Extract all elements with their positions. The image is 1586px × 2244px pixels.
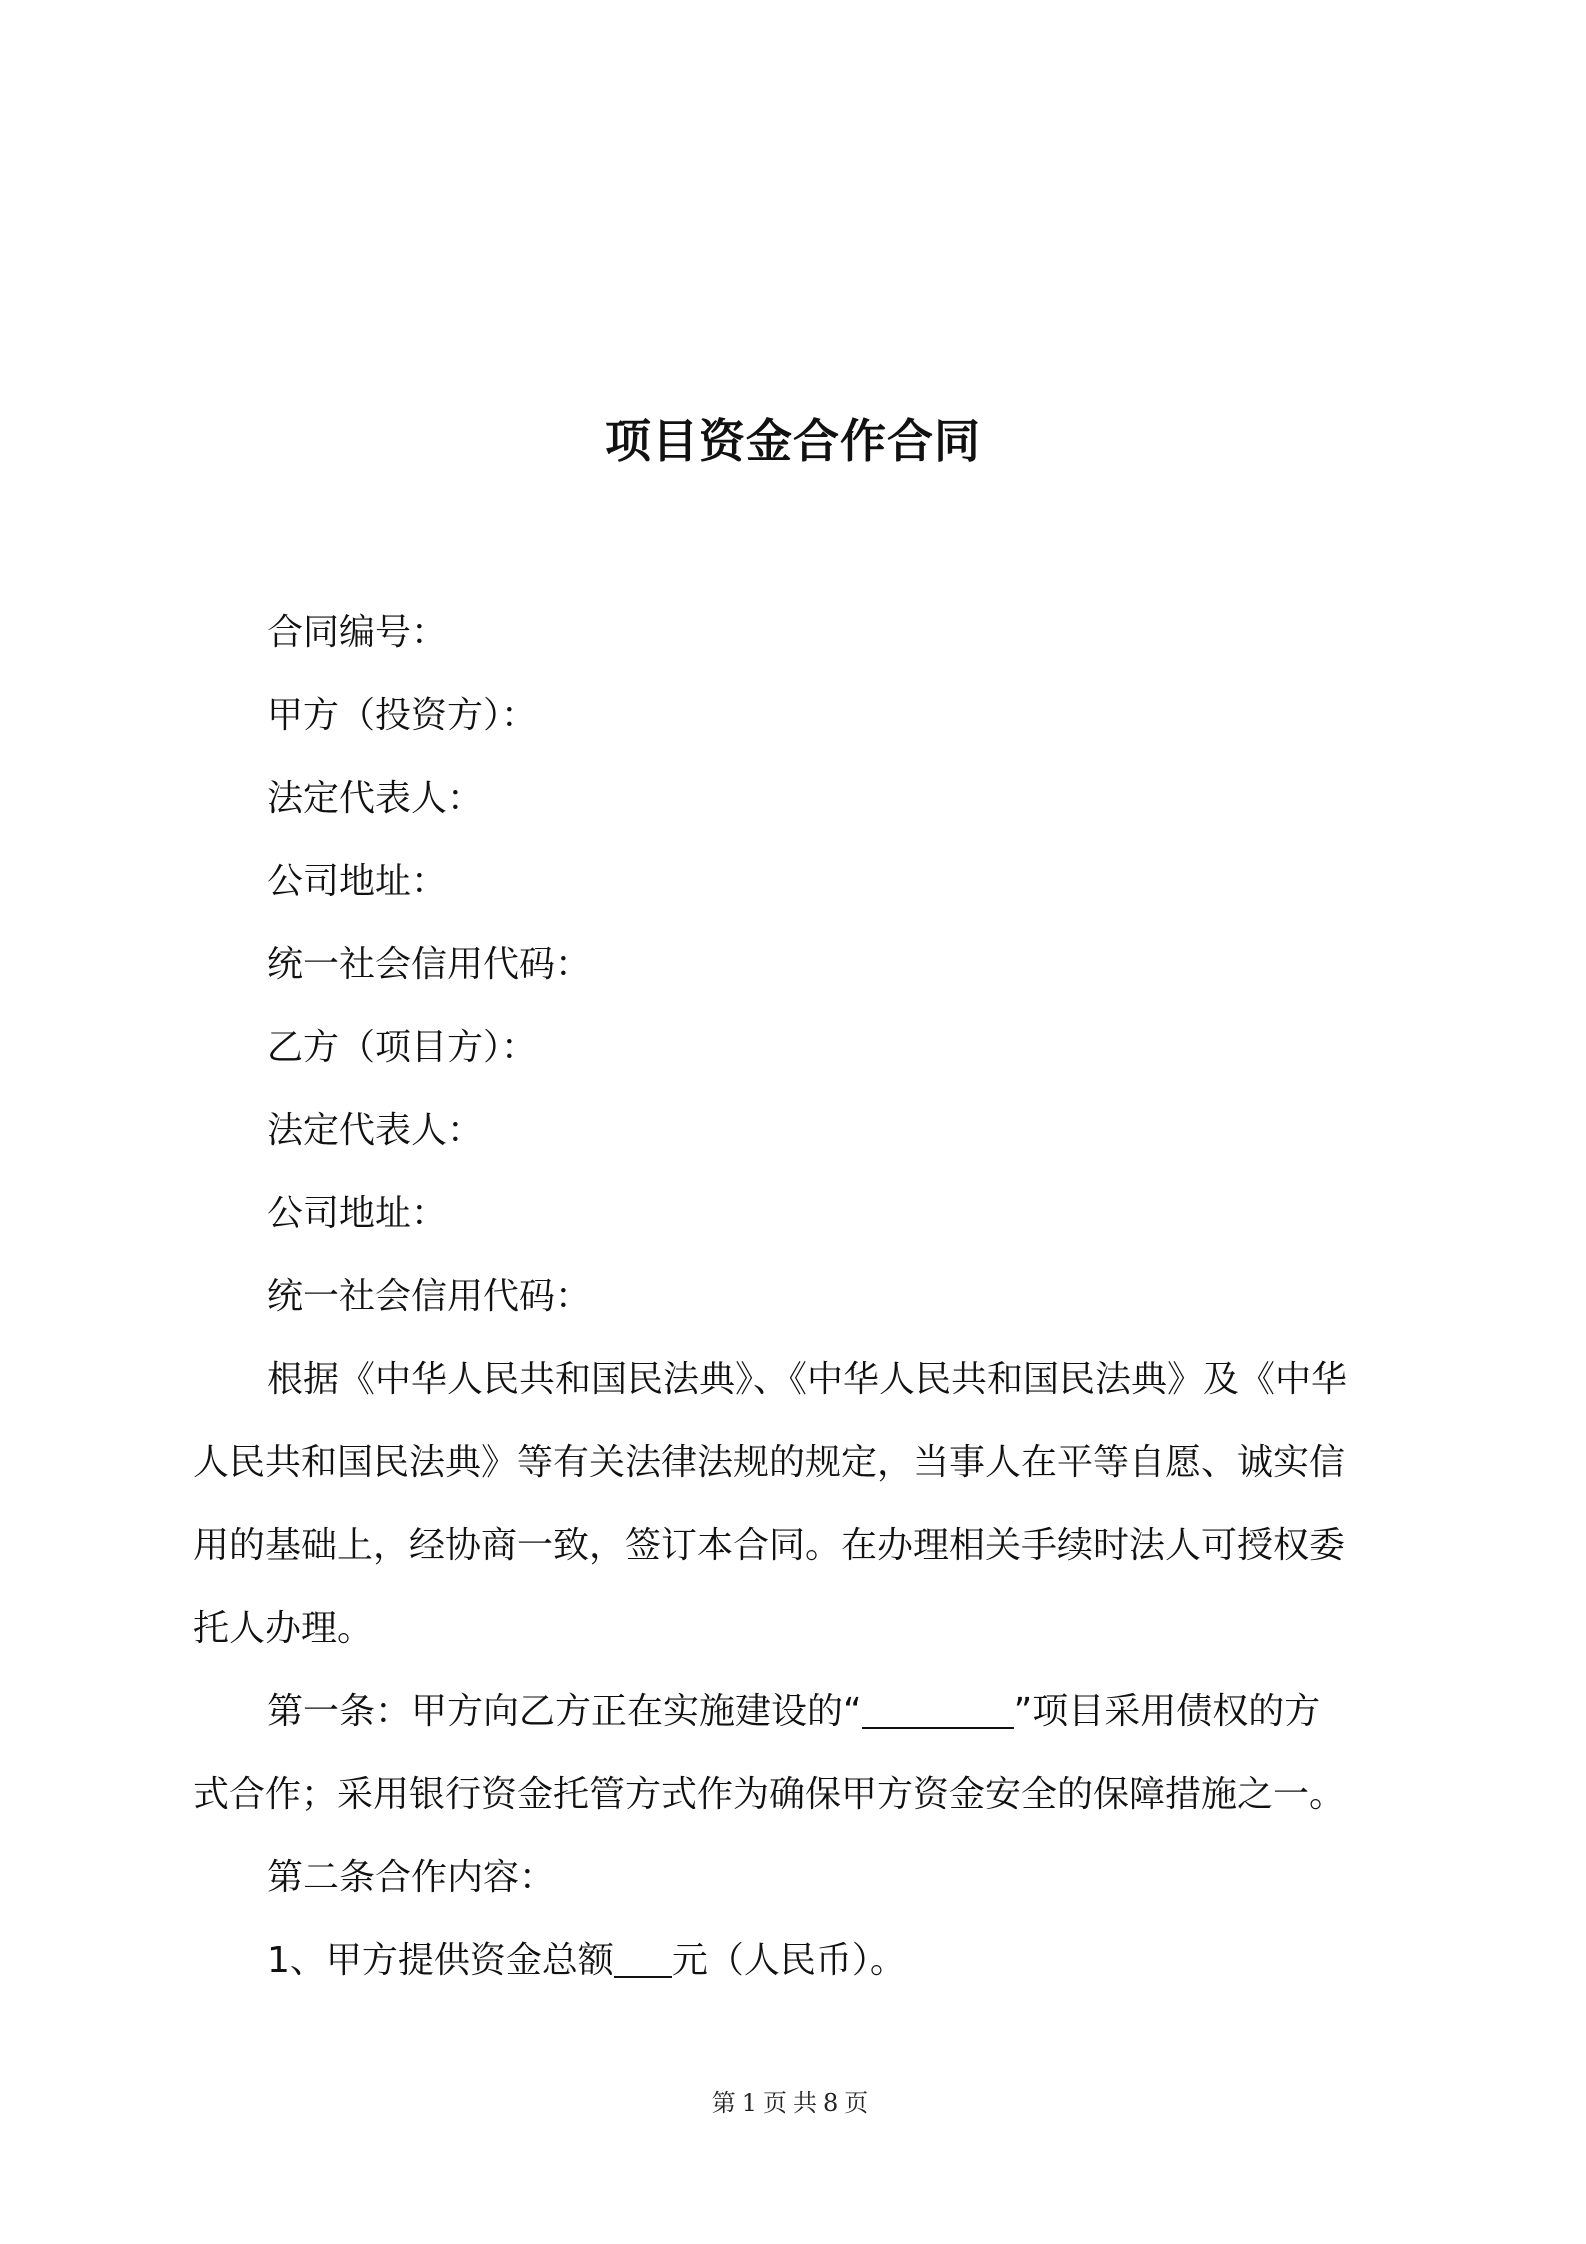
field-party-a-address: 公司地址： — [267, 861, 448, 902]
field-party-b-legal-rep: 法定代表人： — [267, 1110, 484, 1151]
preamble-line-1: 根据《中华人民共和国民法典》、《中华人民共和国民法典》及《中华 — [267, 1359, 1348, 1400]
footer-total-pages: 8 — [823, 2089, 845, 2117]
preamble-line-2: 人民共和国民法典》等有关法律法规的规定，当事人在平等自愿、诚实信 — [193, 1442, 1346, 1483]
footer-current-page: 1 — [741, 2089, 763, 2117]
project-name-blank — [862, 1687, 1014, 1729]
article-1-text-after: ”项目采用债权的方 — [1013, 1691, 1321, 1732]
field-party-b-address: 公司地址： — [267, 1193, 448, 1234]
article-1-line-2: 式合作；采用银行资金托管方式作为确保甲方资金安全的保障措施之一。 — [193, 1774, 1346, 1815]
article-2-heading: 第二条合作内容： — [267, 1857, 556, 1898]
field-party-a: 甲方（投资方）： — [267, 695, 538, 736]
item-1-text-after: 元（人民币）。 — [671, 1940, 906, 1981]
field-party-a-legal-rep: 法定代表人： — [267, 778, 484, 819]
amount-blank — [614, 1936, 672, 1978]
field-party-b-credit-code: 统一社会信用代码： — [267, 1276, 592, 1317]
field-party-b: 乙方（项目方）： — [267, 1027, 538, 1068]
article-1-text-before: 第一条：甲方向乙方正在实施建设的“ — [267, 1691, 862, 1732]
footer-label-before: 第 — [711, 2089, 742, 2117]
footer-label-after: 页 — [844, 2089, 875, 2117]
page-footer — [0, 2085, 1586, 2121]
item-1-text-before: 1、甲方提供资金总额 — [267, 1940, 614, 1981]
document-title: 项目资金合作合同 — [605, 414, 981, 468]
item-1-line — [267, 1935, 1467, 1987]
field-contract-number: 合同编号： — [267, 612, 448, 653]
field-party-a-credit-code: 统一社会信用代码： — [267, 944, 592, 985]
footer-label-middle: 页共 — [763, 2089, 823, 2117]
preamble-line-3: 用的基础上，经协商一致，签订本合同。在办理相关手续时法人可授权委 — [193, 1525, 1346, 1566]
article-1-line-1 — [267, 1686, 1467, 1738]
preamble-line-4: 托人办理。 — [193, 1608, 374, 1649]
